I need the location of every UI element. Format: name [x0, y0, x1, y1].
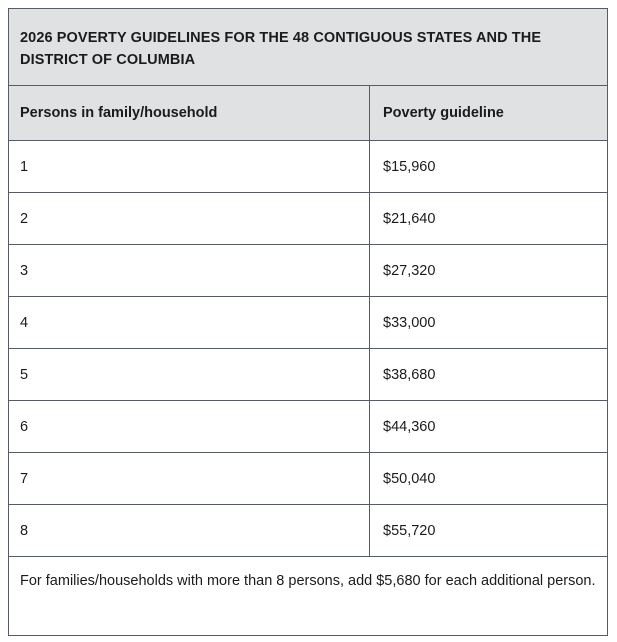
column-header-guideline: Poverty guideline [383, 105, 504, 121]
persons-cell: 4 [9, 297, 370, 348]
guideline-cell: $44,360 [383, 418, 436, 435]
table-row [9, 193, 607, 245]
guideline-cell: $21,640 [383, 210, 436, 227]
table-row [9, 245, 607, 297]
guideline-cell: $55,720 [383, 522, 436, 539]
guideline-cell: $27,320 [383, 262, 436, 279]
table-row [9, 349, 607, 401]
table-row [9, 297, 607, 349]
poverty-guidelines-table [8, 8, 608, 636]
persons-cell: 8 [9, 505, 370, 556]
persons-cell: 2 [9, 193, 370, 244]
guideline-cell: $33,000 [383, 314, 436, 331]
table-row [9, 141, 607, 193]
persons-cell: 7 [9, 453, 370, 504]
guideline-cell: $38,680 [383, 366, 436, 383]
table-row [9, 505, 607, 557]
table-footnote: For families/households with more than 8 persons, add $5,680 for each additional person. [20, 573, 596, 589]
guideline-cell: $15,960 [383, 158, 436, 175]
table-row [9, 401, 607, 453]
table-row [9, 453, 607, 505]
persons-cell: 5 [9, 349, 370, 400]
guideline-cell: $50,040 [383, 470, 436, 487]
table-body [9, 141, 607, 557]
persons-cell: 1 [9, 141, 370, 192]
table-title: 2026 POVERTY GUIDELINES FOR THE 48 CONTIGUOUS STATES AND THE DISTRICT OF COLUMBIA [9, 9, 607, 86]
table-header-row [9, 86, 607, 141]
persons-cell: 6 [9, 401, 370, 452]
persons-cell: 3 [9, 245, 370, 296]
column-header-persons: Persons in family/household [9, 86, 370, 140]
